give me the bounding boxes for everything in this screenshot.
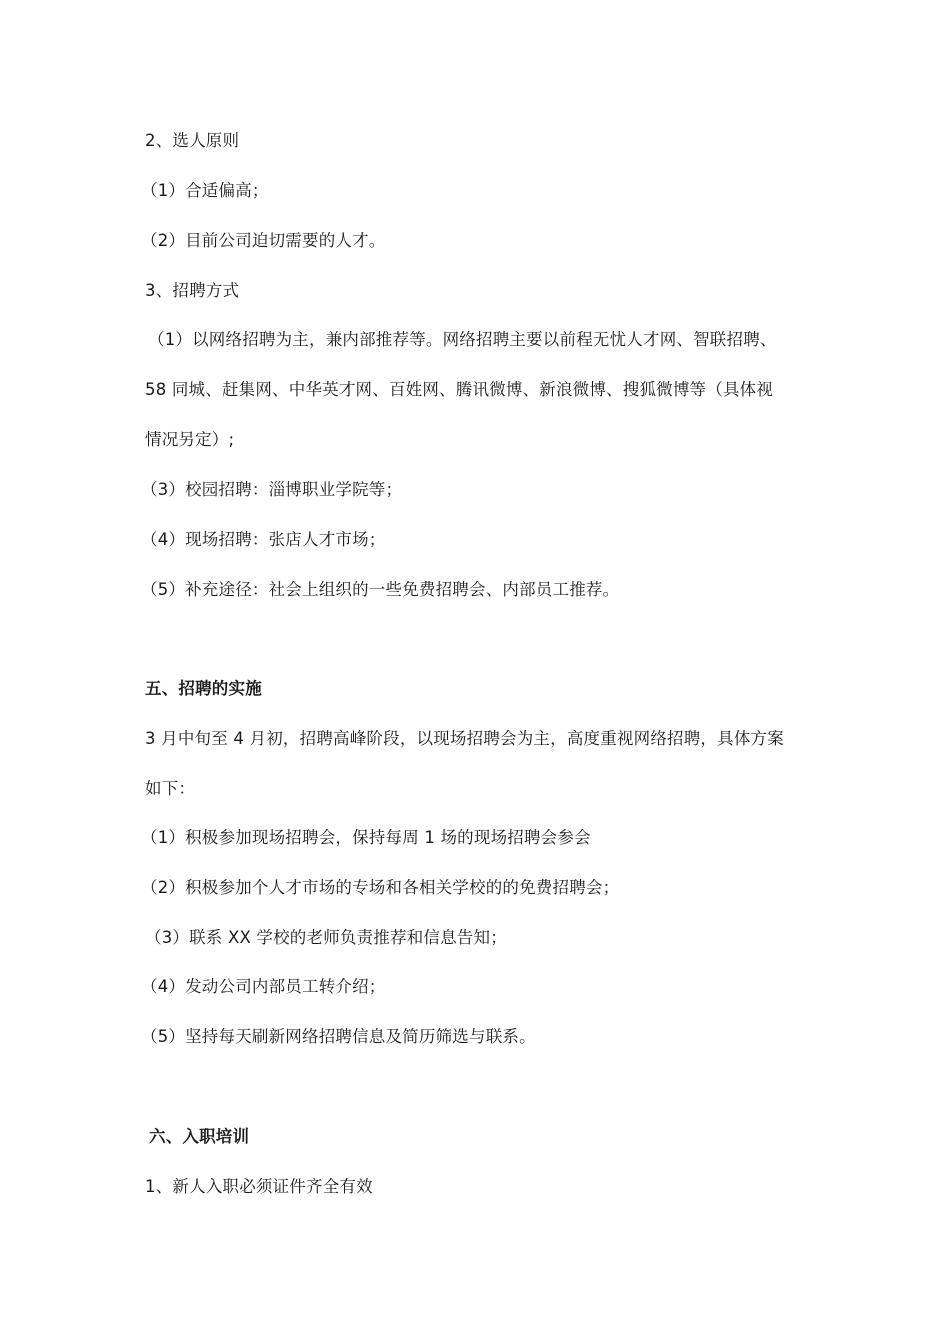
section-heading-onboarding-training: 六、入职培训 bbox=[149, 1127, 250, 1146]
paragraph-line: 58 同城、赶集网、中华英才网、百姓网、腾讯微博、新浪微博、搜狐微博等（具体视 bbox=[145, 380, 774, 399]
list-item: （3）校园招聘：淄博职业学院等； bbox=[141, 480, 403, 499]
paragraph-line: 如下： bbox=[145, 779, 196, 798]
list-item: （3）联系 XX 学校的老师负责推荐和信息告知； bbox=[145, 928, 507, 947]
section-heading-selection-principles: 2、选人原则 bbox=[145, 131, 240, 150]
list-item: 1、新人入职必须证件齐全有效 bbox=[145, 1177, 373, 1196]
list-item: （2）积极参加个人才市场的专场和各相关学校的的免费招聘会； bbox=[141, 878, 620, 897]
list-item: （5）补充途径：社会上组织的一些免费招聘会、内部员工推荐。 bbox=[141, 580, 620, 599]
list-item: （2）目前公司迫切需要的人才。 bbox=[141, 231, 386, 250]
paragraph-line: （1）以网络招聘为主，兼内部推荐等。网络招聘主要以前程无忧人才网、智联招聘、 bbox=[148, 330, 777, 349]
paragraph-line: 情况另定）; bbox=[145, 430, 235, 449]
list-item: （1）积极参加现场招聘会，保持每周 1 场的现场招聘会参会 bbox=[141, 828, 591, 847]
list-item: （4）现场招聘：张店人才市场； bbox=[141, 530, 386, 549]
paragraph-line: 3 月中旬至 4 月初，招聘高峰阶段，以现场招聘会为主，高度重视网络招聘，具体方案 bbox=[145, 729, 784, 748]
list-item: （5）坚持每天刷新网络招聘信息及简历筛选与联系。 bbox=[141, 1027, 536, 1046]
section-heading-recruitment-methods: 3、招聘方式 bbox=[145, 281, 240, 300]
section-heading-implementation: 五、招聘的实施 bbox=[145, 679, 262, 698]
list-item: （1）合适偏高； bbox=[141, 181, 269, 200]
list-item: （4）发动公司内部员工转介绍； bbox=[141, 977, 386, 996]
